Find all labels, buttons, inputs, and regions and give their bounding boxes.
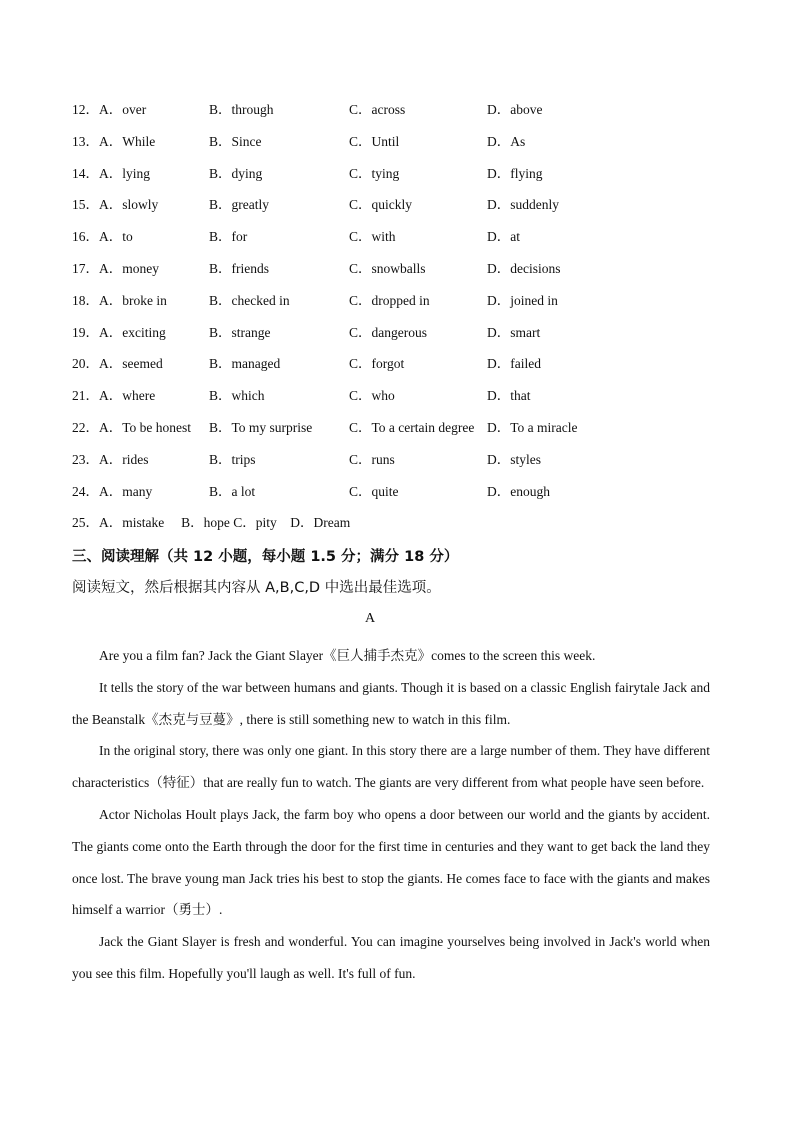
option-19-c: C．dangerous	[349, 324, 427, 340]
option-18-b: B．checked in	[209, 292, 290, 308]
passage-paragraph: Jack the Giant Slayer is fresh and wonderful. You can imagine yourselves being involved in Jack's world when you see this film. Hopefully you'll laugh as well. It's full of fun.	[72, 934, 710, 981]
section-title: 三、阅读理解（共 12 小题，每小题 1.5 分；满分 18 分）	[72, 549, 459, 565]
option-row-21	[72, 386, 722, 418]
option-17-c: C．snowballs	[349, 260, 426, 276]
option-24-d: D．enough	[487, 483, 550, 499]
option-18-c: C．dropped in	[349, 292, 430, 308]
option-19-a: 19．A．exciting	[72, 324, 166, 340]
option-20-d: D．failed	[487, 356, 541, 372]
option-13-b: B．Since	[209, 133, 262, 149]
reading-passage	[72, 640, 710, 990]
option-13-a: 13．A．While	[72, 133, 156, 149]
option-21-c: C．who	[349, 388, 395, 404]
option-16-c: C．with	[349, 229, 396, 245]
option-24-b: B．a lot	[209, 483, 256, 499]
option-19-b: B．strange	[209, 324, 271, 340]
option-list	[72, 100, 722, 545]
option-20-a: 20．A．seemed	[72, 356, 163, 372]
option-12-b: B．through	[209, 102, 274, 117]
option-18-d: D．joined in	[487, 292, 558, 308]
option-23-c: C．runs	[349, 451, 395, 467]
option-row-17	[72, 259, 722, 291]
option-row-22	[72, 418, 722, 450]
option-22-a: 22．A．To be honest	[72, 419, 192, 435]
option-21-d: D．that	[487, 388, 531, 404]
option-22-d: D．To a miracle	[487, 419, 578, 435]
option-row-24	[72, 482, 722, 514]
option-row-25	[72, 513, 722, 545]
passage-paragraph: Actor Nicholas Hoult plays Jack, the farm boy who opens a door between our world and the giants by accident. The giants come onto the Earth through the door for the first time in centuries and they want to get back the land they once lost. The brave young man Jack tries his best to stop the giants. He comes face to face with the giants and makes himself a warrior（勇士）.	[72, 806, 710, 918]
option-20-c: C．forgot	[349, 356, 405, 372]
option-row-23	[72, 450, 722, 482]
option-row-20	[72, 354, 722, 386]
option-15-b: B．greatly	[209, 197, 269, 213]
option-17-a: 17．A．money	[72, 260, 159, 276]
option-12-c: C．across	[349, 102, 406, 117]
option-row-15	[72, 195, 722, 227]
option-24-c: C．quite	[349, 483, 399, 499]
option-12-d: D．above	[487, 102, 543, 117]
option-25-line: 25．A．mistake B．hope C．pity D．Dream	[72, 515, 351, 531]
option-24-a: 24．A．many	[72, 483, 153, 499]
option-15-d: D．suddenly	[487, 197, 559, 213]
option-21-b: B．which	[209, 388, 265, 404]
section-instruction: 阅读短文，然后根据其内容从 A,B,C,D 中选出最佳选项。	[72, 580, 441, 596]
option-row-16	[72, 227, 722, 259]
option-14-d: D．flying	[487, 165, 543, 181]
option-18-a: 18．A．broke in	[72, 292, 167, 308]
passage-paragraph: Are you a film fan? Jack the Giant Slayer《巨人捕手杰克》comes to the screen this week.	[99, 648, 596, 663]
option-row-12	[72, 100, 722, 132]
option-14-a: 14．A．lying	[72, 165, 151, 181]
option-13-c: C．Until	[349, 133, 400, 149]
passage-paragraph: It tells the story of the war between humans and giants. Though it is based on a classic English fairytale Jack and the Beanstalk《杰克与豆蔓》, there is still something new to watch in this film.	[72, 679, 710, 727]
option-15-a: 15．A．slowly	[72, 197, 159, 213]
option-23-a: 23．A．rides	[72, 451, 149, 467]
option-16-d: D．at	[487, 229, 520, 245]
passage-paragraph: In the original story, there was only one giant. In this story there are a large number of them. They have different characteristics（特征）that are really fun to watch. The giants are very different from what people have seen before.	[72, 743, 710, 791]
option-17-b: B．friends	[209, 260, 269, 276]
option-16-a: 16．A．to	[72, 229, 133, 245]
option-23-d: D．styles	[487, 451, 541, 467]
option-22-c: C．To a certain degree	[349, 419, 475, 435]
option-22-b: B．To my surprise	[209, 419, 313, 435]
option-12-a: 12．A．over	[72, 102, 147, 117]
option-23-b: B．trips	[209, 451, 256, 467]
option-row-18	[72, 291, 722, 323]
option-20-b: B．managed	[209, 356, 281, 372]
option-17-d: D．decisions	[487, 260, 561, 276]
option-14-c: C．tying	[349, 165, 400, 181]
option-13-d: D．As	[487, 133, 526, 149]
option-16-b: B．for	[209, 229, 248, 245]
option-19-d: D．smart	[487, 324, 541, 340]
option-15-c: C．quickly	[349, 197, 412, 213]
passage-label: A	[364, 611, 376, 626]
option-row-13	[72, 132, 722, 164]
option-21-a: 21．A．where	[72, 388, 156, 404]
option-14-b: B．dying	[209, 165, 263, 181]
option-row-19	[72, 323, 722, 355]
option-row-14	[72, 164, 722, 196]
